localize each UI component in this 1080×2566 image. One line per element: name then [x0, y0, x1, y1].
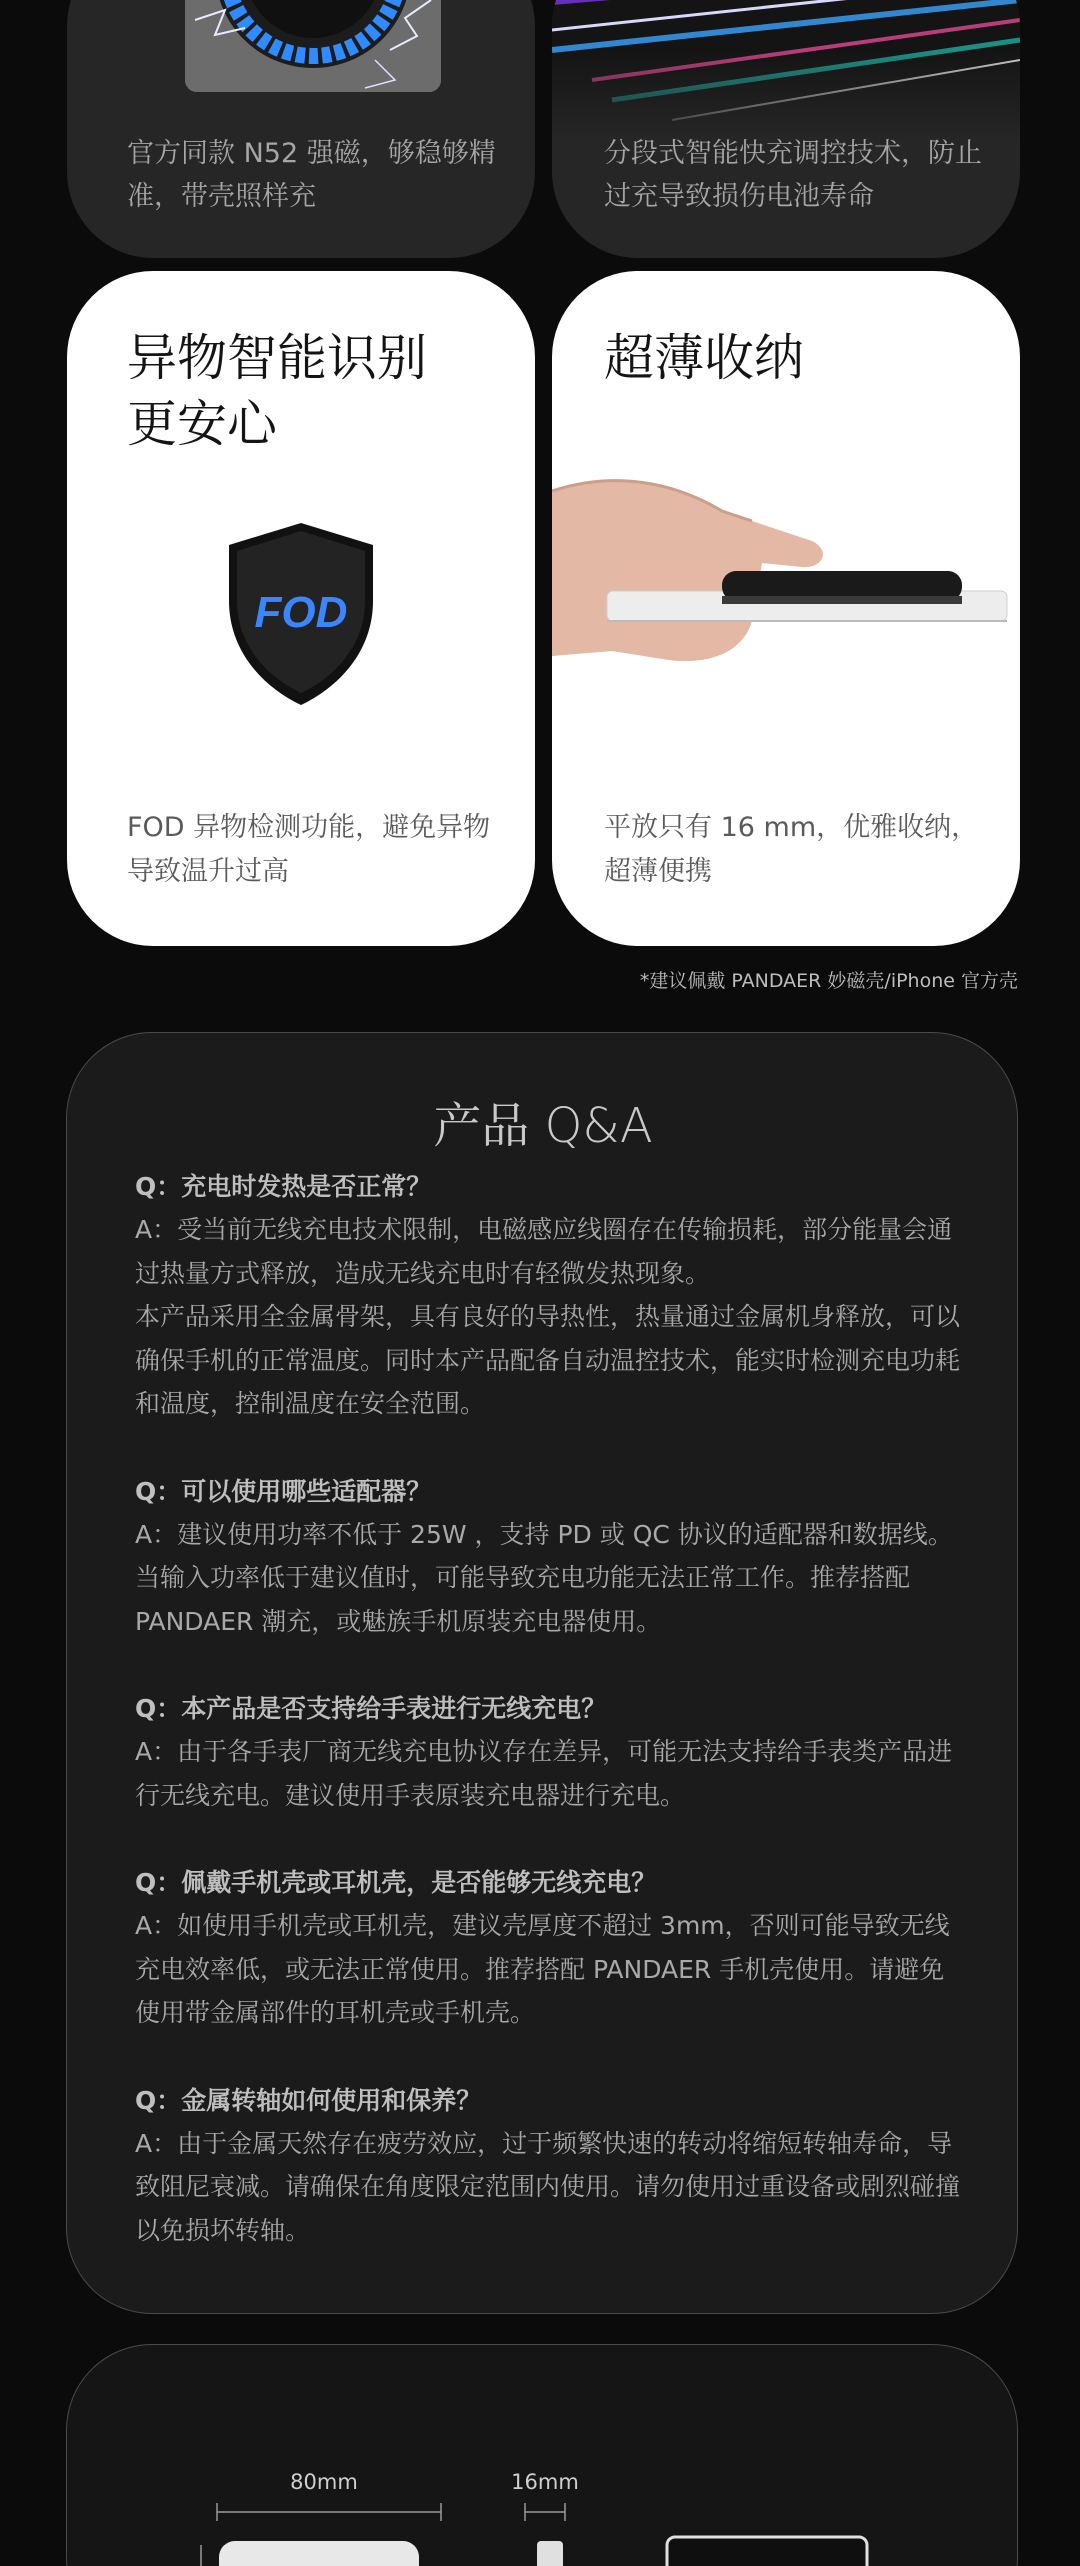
qa-question: Q：本产品是否支持给手表进行无线充电？ [135, 1694, 607, 1723]
dimensions-section [66, 2344, 1018, 2566]
qa-question: Q：可以使用哪些适配器？ [135, 1476, 432, 1506]
qa-answer: A：如使用手机壳或耳机壳，建议壳厚度不超过 3mm，否则可能导致无线充电效率低，或无法正常使用。推荐搭配 PANDAER 手机壳使用。请避免使用带金属部件的耳机壳或手机壳。 [135, 1911, 950, 2027]
feature-title-fod [127, 325, 487, 457]
qa-item [135, 2079, 965, 2253]
qa-question: Q：佩戴手机壳或耳机壳，是否能够无线充电？ [135, 1868, 657, 1897]
feature-desc-magnet: 官方同款 N52 强磁，够稳够精准，带壳照样充 [127, 138, 496, 212]
qa-section [66, 1032, 1018, 2314]
qa-answer: A：受当前无线充电技术限制，电磁感应线圈存在传输损耗，部分能量会通过热量方式释放，造成无线充电时有轻微发热现象。 [135, 1215, 953, 1288]
magnet-ring-image [185, 0, 441, 92]
qa-list [135, 1165, 965, 2296]
feature-desc-thin: 平放只有 16 mm，优雅收纳，超薄便携 [604, 812, 979, 887]
feature-card-fod [67, 271, 535, 946]
hand-holding-charger-image [552, 451, 1020, 711]
feature-title-thin: 超薄收纳 [604, 329, 804, 387]
qa-item [135, 1165, 965, 1426]
qa-item [135, 1687, 965, 1817]
qa-answer: 本产品采用全金属骨架，具有良好的导热性，热量通过金属机身释放，可以确保手机的正常温度。同时本产品配备自动温控技术，能实时检测充电功耗和温度，控制温度在安全范围。 [135, 1302, 961, 1418]
feature-card-thin [552, 271, 1020, 946]
qa-question: Q：充电时发热是否正常？ [135, 1172, 432, 1201]
light-speed-image [552, 0, 1020, 140]
feature-card-magnet [67, 0, 535, 258]
qa-question: Q：金属转轴如何使用和保养？ [135, 2085, 482, 2115]
feature-title-fod-line2: 更安心 [127, 395, 277, 453]
shield-icon [227, 521, 375, 707]
qa-item [135, 1470, 965, 1644]
dimension-diagram [67, 2345, 1018, 2566]
dimension-width-label: 80mm [290, 2470, 358, 2494]
dimension-depth-label: 16mm [511, 2470, 579, 2494]
feature-desc-fastcharge: 分段式智能快充调控技术，防止过充导致损伤电池寿命 [604, 138, 982, 212]
qa-answer: A：由于金属天然存在疲劳效应，过于频繁快速的转动将缩短转轴寿命，导致阻尼衰减。请确保在角度限定范围内使用。请勿使用过重设备或剧烈碰撞以免损坏转轴。 [135, 2128, 961, 2245]
qa-answer: A：由于各手表厂商无线充电协议存在差异，可能无法支持给手表类产品进行无线充电。建议使用手表原装充电器进行充电。 [135, 1737, 953, 1810]
fod-badge-text: FOD [254, 588, 348, 637]
qa-item [135, 1861, 965, 2035]
feature-desc-fod: FOD 异物检测功能，避免异物导致温升过高 [127, 812, 491, 887]
qa-answer: A：建议使用功率不低于 25W ，支持 PD 或 QC 协议的适配器和数据线。当输入功率低于建议值时，可能导致充电功能无法正常工作。推荐搭配 PANDAER 潮充，或魅族手机原装充电器使用。 [135, 1519, 953, 1636]
qa-title: 产品 Q&A [433, 1098, 653, 1154]
feature-title-fod-line1: 异物智能识别 [127, 329, 427, 387]
feature-card-fastcharge [552, 0, 1020, 258]
case-footnote: *建议佩戴 PANDAER 妙磁壳/iPhone 官方壳 [639, 970, 1018, 992]
